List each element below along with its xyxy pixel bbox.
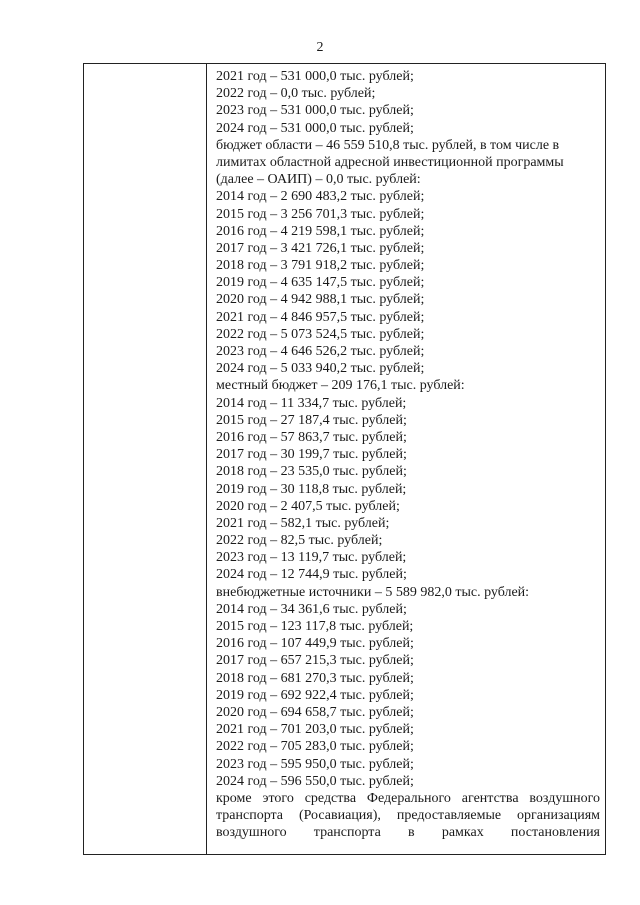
text-line: внебюджетные источники – 5 589 982,0 тыс. рублей: xyxy=(216,584,530,600)
text-line: 2017 год – 3 421 726,1 тыс. рублей; xyxy=(216,240,425,256)
text-line: 2023 год – 13 119,7 тыс. рублей; xyxy=(216,550,407,566)
text-line: местный бюджет – 209 176,1 тыс. рублей: xyxy=(216,378,465,394)
text-line: 2022 год – 705 283,0 тыс. рублей; xyxy=(216,739,414,755)
text-line: 2020 год – 694 658,7 тыс. рублей; xyxy=(216,704,414,720)
text-line: 2016 год – 107 449,9 тыс. рублей; xyxy=(216,636,414,652)
text-line: 2016 год – 4 219 598,1 тыс. рублей; xyxy=(216,223,425,239)
justified-text-line: транспорта (Росавиация), предоставляемые организациям xyxy=(216,808,600,824)
text-line: 2019 год – 692 922,4 тыс. рублей; xyxy=(216,687,414,703)
text-line: бюджет области – 46 559 510,8 тыс. рублей, в том числе в xyxy=(216,137,560,153)
text-line: 2021 год – 4 846 957,5 тыс. рублей; xyxy=(216,309,425,325)
text-line: 2020 год – 2 407,5 тыс. рублей; xyxy=(216,498,400,514)
text-line: 2015 год – 3 256 701,3 тыс. рублей; xyxy=(216,206,425,222)
justified-text-line: кроме этого средства Федерального агентства воздушного xyxy=(216,790,600,806)
column-divider xyxy=(206,64,207,854)
text-line: 2024 год – 12 744,9 тыс. рублей; xyxy=(216,567,407,583)
text-line: 2019 год – 4 635 147,5 тыс. рублей; xyxy=(216,275,425,291)
text-line: 2023 год – 595 950,0 тыс. рублей; xyxy=(216,756,414,772)
text-line: 2021 год – 582,1 тыс. рублей; xyxy=(216,515,390,531)
text-line: 2018 год – 23 535,0 тыс. рублей; xyxy=(216,464,407,480)
text-line: 2024 год – 596 550,0 тыс. рублей; xyxy=(216,773,414,789)
text-line: лимитах областной адресной инвестиционной программы xyxy=(216,154,564,170)
table-content-cell xyxy=(216,68,600,841)
text-line: 2015 год – 123 117,8 тыс. рублей; xyxy=(216,619,414,634)
text-line: 2024 год – 531 000,0 тыс. рублей; xyxy=(216,120,414,136)
text-line: 2014 год – 11 334,7 тыс. рублей; xyxy=(216,395,407,411)
text-line: 2018 год – 3 791 918,2 тыс. рублей; xyxy=(216,258,425,274)
text-line: 2019 год – 30 118,8 тыс. рублей; xyxy=(216,481,407,497)
text-line: 2022 год – 82,5 тыс. рублей; xyxy=(216,533,383,549)
text-line: 2021 год – 701 203,0 тыс. рублей; xyxy=(216,722,414,738)
text-line: 2023 год – 4 646 526,2 тыс. рублей; xyxy=(216,344,425,359)
text-line: 2023 год – 531 000,0 тыс. рублей; xyxy=(216,103,414,119)
text-line: 2020 год – 4 942 988,1 тыс. рублей; xyxy=(216,292,425,308)
text-line: 2024 год – 5 033 940,2 тыс. рублей; xyxy=(216,361,425,377)
text-line: 2021 год – 531 000,0 тыс. рублей; xyxy=(216,69,414,84)
text-line: 2014 год – 2 690 483,2 тыс. рублей; xyxy=(216,189,425,205)
text-line: 2022 год – 0,0 тыс. рублей; xyxy=(216,86,376,102)
text-line: 2014 год – 34 361,6 тыс. рублей; xyxy=(216,601,407,617)
text-line: 2017 год – 657 215,3 тыс. рублей; xyxy=(216,653,414,669)
document-table xyxy=(83,63,606,855)
text-line: 2016 год – 57 863,7 тыс. рублей; xyxy=(216,429,407,445)
justified-text-line: воздушного транспорта в рамках постановления xyxy=(216,825,600,841)
text-line: 2022 год – 5 073 524,5 тыс. рублей; xyxy=(216,326,425,342)
text-line: 2018 год – 681 270,3 тыс. рублей; xyxy=(216,670,414,686)
page-number: 2 xyxy=(316,40,324,55)
text-line: (далее – ОАИП) – 0,0 тыс. рублей: xyxy=(216,172,421,188)
text-line: 2017 год – 30 199,7 тыс. рублей; xyxy=(216,447,407,463)
text-line: 2015 год – 27 187,4 тыс. рублей; xyxy=(216,412,407,428)
